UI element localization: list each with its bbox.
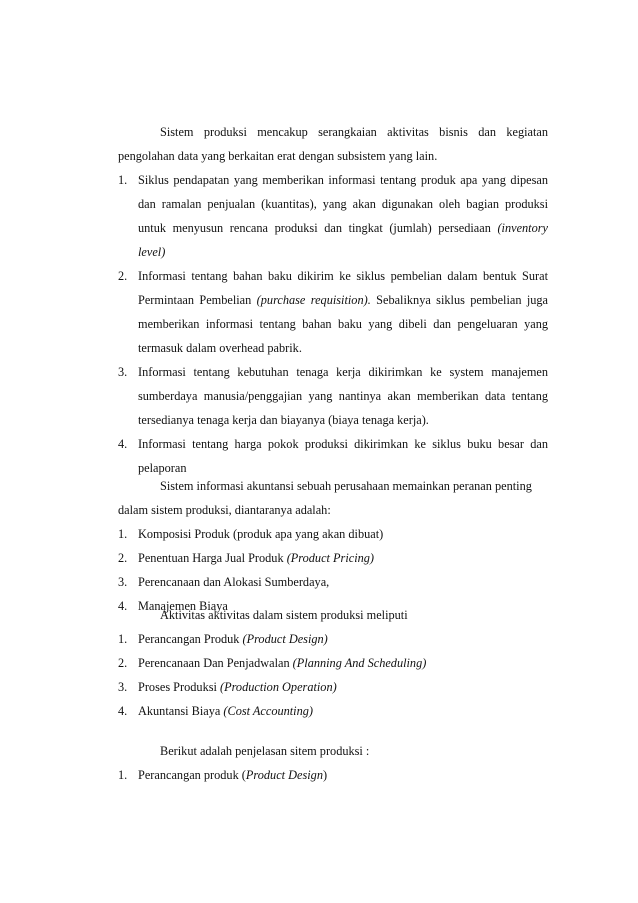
list-item [118, 432, 548, 480]
list-italic: Product Design [245, 768, 323, 782]
list-number: 2. [118, 551, 128, 565]
paragraph-intro: Aktivitas aktivitas dalam sistem produksi meliputi [160, 608, 408, 622]
list-text: Informasi tentang harga pokok produksi dikirimkan ke siklus buku besar dan pelaporan [138, 437, 548, 475]
list-italic: (inventory level) [138, 221, 548, 259]
list-text: Akuntansi Biaya [138, 704, 224, 718]
list-number: 2. [118, 269, 128, 283]
list-explanation [118, 763, 548, 787]
list-italic: (Product Design) [242, 632, 328, 646]
list-text: Perancangan Produk [138, 632, 243, 646]
section-production-system [118, 120, 548, 480]
list-text: Informasi tentang kebutuhan tenaga kerja dikirimkan ke system manajemen sumberdaya manusia/penggajian yang nantinya akan memberikan data tentang tersedianya tenaga kerja dan biayanya (biaya tenaga kerja). [138, 365, 548, 427]
list-item [118, 570, 548, 594]
list-text: Komposisi Produk (produk apa yang akan dibuat) [138, 527, 384, 541]
list-italic: (purchase requisition). [256, 293, 371, 307]
list-number: 4. [118, 704, 128, 718]
list-italic: (Production Operation) [220, 680, 337, 694]
list-item [118, 546, 548, 570]
list-text: Informasi tentang bahan baku dikirim ke siklus pembelian dalam bentuk Surat Permintaan Pembelian [138, 269, 548, 307]
list-number: 4. [118, 599, 128, 613]
list-item [118, 627, 548, 651]
list-number: 1. [118, 173, 128, 187]
list-number: 1. [118, 527, 128, 541]
list-number: 2. [118, 656, 128, 670]
list-activities [118, 627, 548, 723]
list-text-after: Sebaliknya siklus pembelian juga memberikan informasi tentang bahan baku yang dibeli dan pengeluaran yang termasuk dalam overhead pabrik. [138, 293, 549, 355]
section-activities [118, 603, 548, 723]
list-italic: (Cost Accounting) [223, 704, 313, 718]
list-text: Perancangan produk ( [138, 768, 246, 782]
list-text: Proses Produksi [138, 680, 220, 694]
list-text: Penentuan Harga Jual Produk [138, 551, 287, 565]
list-text: Manajemen Biaya [138, 599, 228, 613]
section-explanation [118, 739, 548, 787]
list-number: 1. [118, 632, 128, 646]
list-item [118, 168, 548, 264]
list-text: Perencanaan Dan Penjadwalan [138, 656, 293, 670]
list-italic: (Planning And Scheduling) [292, 656, 427, 670]
paragraph-intro: Berikut adalah penjelasan sitem produksi : [160, 744, 370, 758]
list-text-after: ) [322, 768, 328, 782]
list-item [118, 675, 548, 699]
list-text: Perencanaan dan Alokasi Sumberdaya, [138, 575, 330, 589]
list-item [118, 522, 548, 546]
paragraph-intro: Sistem produksi mencakup serangkaian aktivitas bisnis dan kegiatan pengolahan data yang berkaitan erat dengan subsistem yang lain. [118, 125, 548, 163]
list-number: 1. [118, 768, 128, 782]
list-number: 3. [118, 575, 128, 589]
list-item [118, 264, 548, 360]
list-cycles [118, 168, 548, 480]
list-item [118, 699, 548, 723]
list-text: Siklus pendapatan yang memberikan informasi tentang produk apa yang dipesan dan ramalan penjualan (kuantitas), yang akan digunakan oleh bagian produksi untuk menyusun rencana produksi dan tingkat (jumlah) persediaan [138, 173, 548, 235]
list-item [118, 651, 548, 675]
list-number: 4. [118, 437, 128, 451]
paragraph-intro: Sistem informasi akuntansi sebuah perusahaan memainkan peranan penting dalam sistem produksi, diantaranya adalah: [118, 479, 532, 517]
list-number: 3. [118, 365, 128, 379]
list-italic: (Product Pricing) [286, 551, 374, 565]
list-item [118, 763, 548, 787]
section-accounting-role [118, 474, 548, 618]
list-item [118, 360, 548, 432]
list-number: 3. [118, 680, 128, 694]
